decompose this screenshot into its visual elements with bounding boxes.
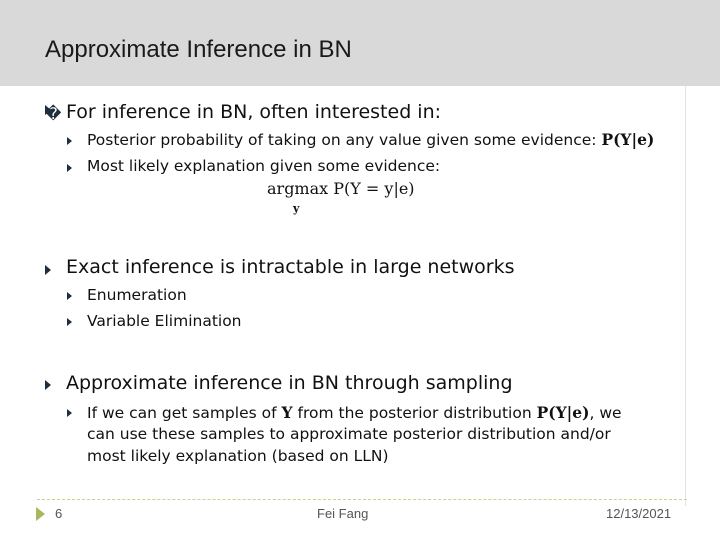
footer-author: Fei Fang (317, 506, 369, 521)
sub-bullet-arrow-icon (67, 409, 72, 417)
bullet-arrow-icon (45, 380, 51, 390)
bullet-3-sub-1-line-2: can use these samples to approximate posterior distribution and/or (87, 425, 611, 443)
text-segment: , we (589, 404, 622, 422)
text-segment: If we can get samples of (87, 404, 282, 422)
text-segment: from the posterior distribution (292, 404, 537, 422)
bullet-2-sub-1: Enumeration (87, 286, 187, 304)
bullet-1-text: For inference in BN, often interested in: (66, 101, 442, 123)
bullet-1-sub-1 (87, 130, 654, 149)
bullet-2-text: Exact inference is intractable in large networks (66, 256, 515, 278)
sub-bullet-arrow-icon (67, 318, 72, 326)
replacement-glyph-icon: � (45, 104, 62, 123)
posterior-expression: P(Y|e) (601, 130, 655, 149)
sub-bullet-arrow-icon (67, 137, 72, 145)
argmax-formula: argmax P(Y = y|e) (267, 179, 415, 198)
footer-date: 12/13/2021 (606, 506, 672, 521)
footer-arrow-icon (36, 507, 45, 521)
page-number: 6 (55, 506, 63, 521)
sub-bullet-arrow-icon (67, 164, 72, 172)
bullet-1-sub-2: Most likely explanation given some evidence: (87, 157, 441, 175)
footer-divider (37, 499, 687, 500)
slide-title: Approximate Inference in BN (45, 36, 352, 63)
bullet-arrow-icon (45, 265, 51, 275)
variable-y: Y (281, 403, 293, 422)
right-divider (685, 86, 686, 506)
sub-bullet-arrow-icon (67, 292, 72, 300)
bullet-3-sub-1-line-1 (87, 403, 622, 422)
bullet-3-sub-1-line-3: most likely explanation (based on LLN) (87, 447, 389, 465)
argmax-subscript: y (293, 202, 300, 215)
bullet-2-sub-2: Variable Elimination (87, 312, 242, 330)
bullet-1-sub-1-text: Posterior probability of taking on any value given some evidence: (87, 131, 602, 149)
posterior-expression: P(Y|e) (536, 403, 590, 422)
bullet-3-text: Approximate inference in BN through sampling (66, 372, 513, 394)
